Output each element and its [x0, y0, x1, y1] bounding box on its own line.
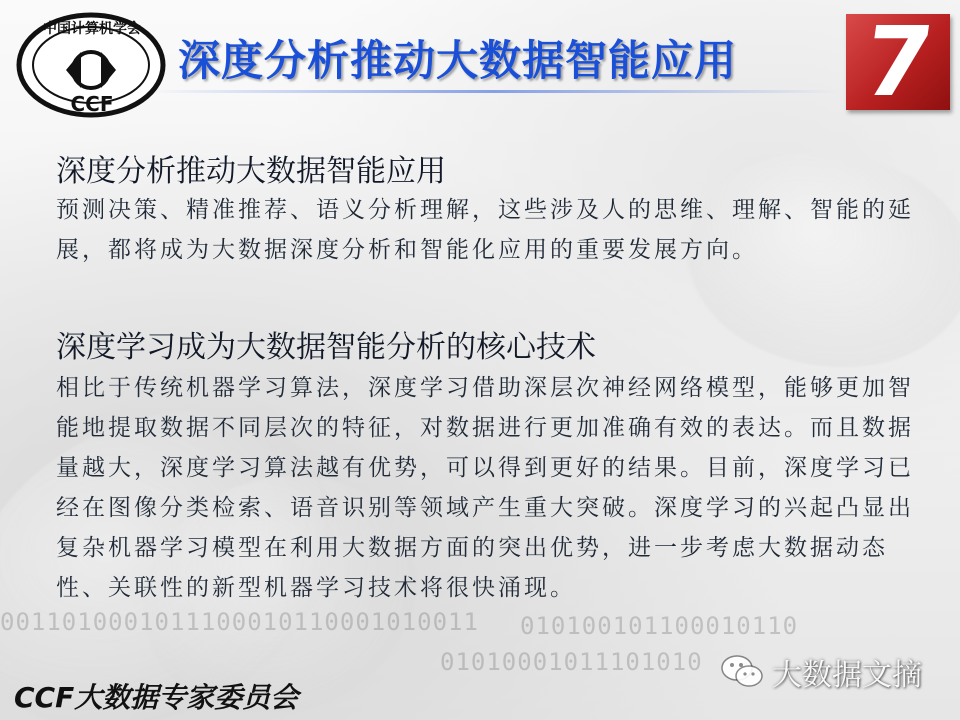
binary-decoration: 0011010001011100010110001010011 [0, 608, 479, 636]
footer-watermark [720, 650, 922, 694]
section-heading-1: 深度分析推动大数据智能应用 [56, 154, 446, 189]
slide-title: 深度分析推动大数据智能应用 [178, 36, 738, 85]
wechat-icon [720, 654, 764, 690]
logo-text-bottom: CCF [70, 92, 114, 116]
section-paragraph-2: 相比于传统机器学习算法，深度学习借助深层次神经网络模型，能够更加智能地提取数据不同层次的特征，对数据进行更加准确有效的表达。而且数据量越大，深度学习算法越有优势，可以得到更好的结果。目前，深度学习已经在图像分类检索、语音识别等领域产生重大突破。深度学习的兴起凸显出复杂机器学习模型在利用大数据方面的突出优势，进一步考虑大数据动态性、关联性的新型机器学习技术将很快涌现。 [56, 375, 914, 601]
section-paragraph-1: 预测决策、精准推荐、语义分析理解，这些涉及人的思维、理解、智能的延展，都将成为大数据深度分析和智能化应用的重要发展方向。 [56, 197, 914, 263]
logo-text-top: 中国计算机学会 [43, 21, 141, 37]
title-divider [150, 90, 840, 93]
binary-decoration: 010100101100010110 [520, 612, 799, 640]
footer-organization: CCF大数据专家委员会 [14, 681, 299, 714]
section-heading-2: 深度学习成为大数据智能分析的核心技术 [56, 330, 596, 365]
section-number-badge [846, 6, 950, 118]
section-number: 7 [856, 6, 940, 118]
footer-watermark-text: 大数据文摘 [772, 658, 922, 693]
binary-decoration: 01010001011101010 [440, 648, 703, 676]
